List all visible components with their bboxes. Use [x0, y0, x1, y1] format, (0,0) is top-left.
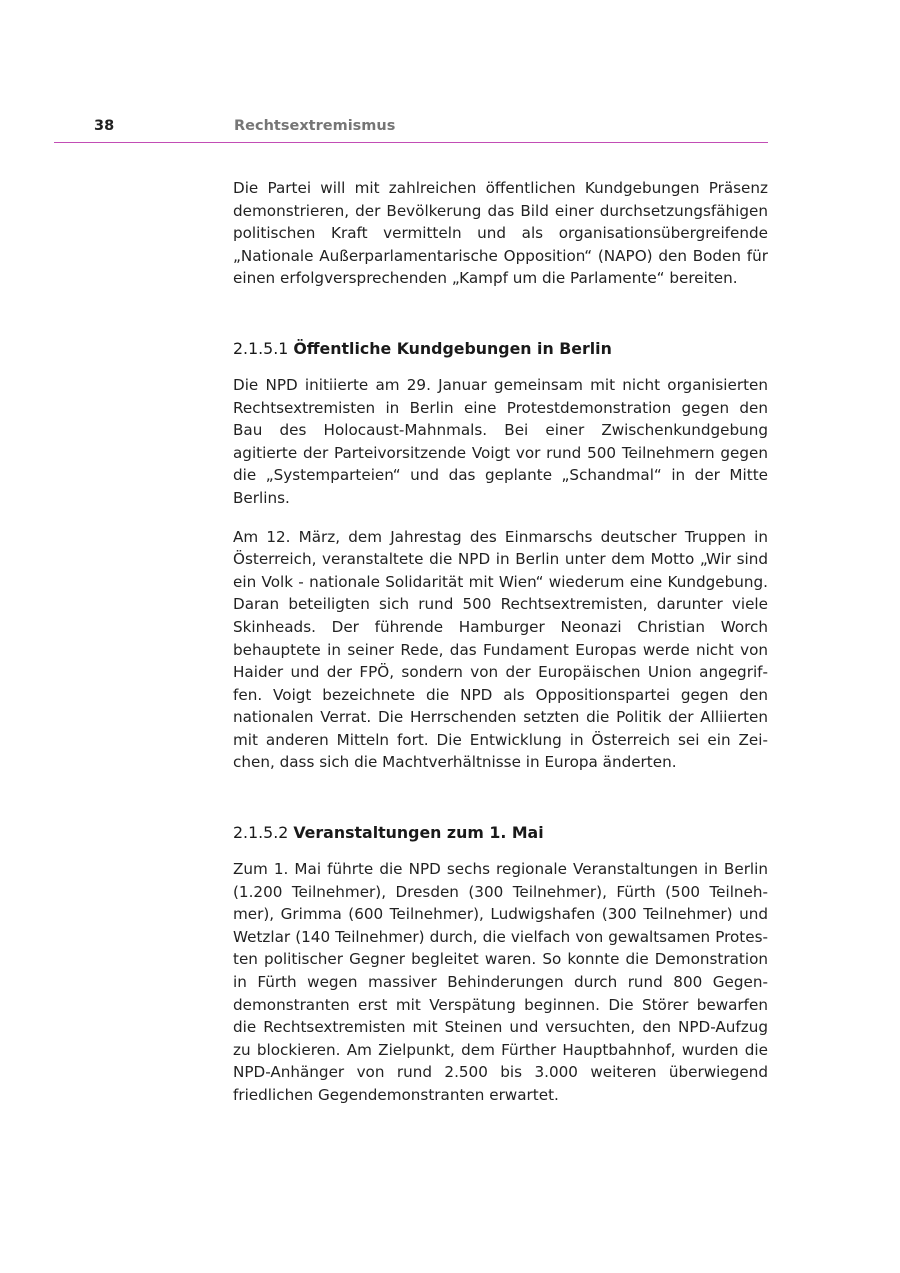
- running-title: Rechtsextremismus: [234, 118, 396, 134]
- body-paragraph: Am 12. März, dem Jahrestag des Einmarschs deutscher Truppen in Österreich, veranstaltete die NPD in Berlin unter dem Motto „Wir sind ein Volk - nationale Solidarität mit Wien“ wiederum eine Kundgebung. Daran beteiligten sich rund 500 Rechtsextremisten, darunter viele Skinheads. Der führende Hamburger Neonazi Christian Worch behauptete in seiner Rede, das Fundament Europas werde nicht von Haider und der FPÖ, sondern von der Europäischen Union angegriffen. Voigt bezeichnete die NPD als Oppositionspartei gegen den nationalen Verrat. Die Herrschenden setzten die Politik der Alliierten mit anderen Mitteln fort. Die Entwicklung in Österreich sei ein Zeichen, dass sich die Machtverhältnisse in Europa änderten.: [233, 527, 768, 772]
- section-title: Öffentliche Kundgebungen in Berlin: [293, 338, 612, 358]
- section-title: Veranstaltungen zum 1. Mai: [293, 823, 544, 843]
- page-content: [233, 177, 768, 1107]
- body-paragraph: Zum 1. Mai führte die NPD sechs regionale Veranstaltungen in Berlin (1.200 Teilnehmer), Dresden (300 Teilnehmer), Fürth (500 Teilnehmer), Grimma (600 Teilnehmer), Ludwigshafen (300 Teilnehmer) und Wetzlar (140 Teilnehmer) durch, die vielfach von gewaltsamen Protesten politischer Gegner begleitet waren. So konnte die Demonstration in Fürth wegen massiver Behinderungen durch rund 800 Gegendemonstranten erst mit Verspätung beginnen. Die Störer bewarfen die Rechtsextremisten mit Steinen und versuchten, den NPD-Aufzug zu blockieren. Am Zielpunkt, dem Fürther Hauptbahnhof, wurden die NPD-Anhänger von rund 2.500 bis 3.000 weiteren überwiegend friedlichen Gegendemonstranten erwartet.: [233, 860, 768, 1104]
- page-header: [54, 116, 768, 143]
- section-heading-2-1-5-2: [233, 822, 768, 844]
- page-number: 38: [94, 118, 115, 134]
- intro-paragraph: Die Partei will mit zahlreichen öffentlichen Kundgebungen Präsenz demonstrieren, der Bevölkerung das Bild einer durchsetzungsfähigen politischen Kraft vermitteln und als organisationsübergreifende „Nationale Außerparlamentarische Opposition“ (NAPO) den Boden für einen erfolgversprechenden „Kampf um die Parlamente“ bereiten.: [233, 179, 768, 288]
- body-paragraph: Die NPD initiierte am 29. Januar gemeinsam mit nicht organisierten Rechtsextremisten in Berlin eine Protestdemonstration gegen den Bau des Holocaust-Mahnmals. Bei einer Zwischenkundgebung agitierte der Parteivorsitzende Voigt vor rund 500 Teilnehmern gegen die „Systemparteien“ und das geplante „Schandmal“ in der Mitte Berlins.: [233, 375, 768, 507]
- section-heading-2-1-5-1: [233, 338, 768, 360]
- section-number: 2.1.5.2: [233, 823, 289, 843]
- section-number: 2.1.5.1: [233, 338, 289, 358]
